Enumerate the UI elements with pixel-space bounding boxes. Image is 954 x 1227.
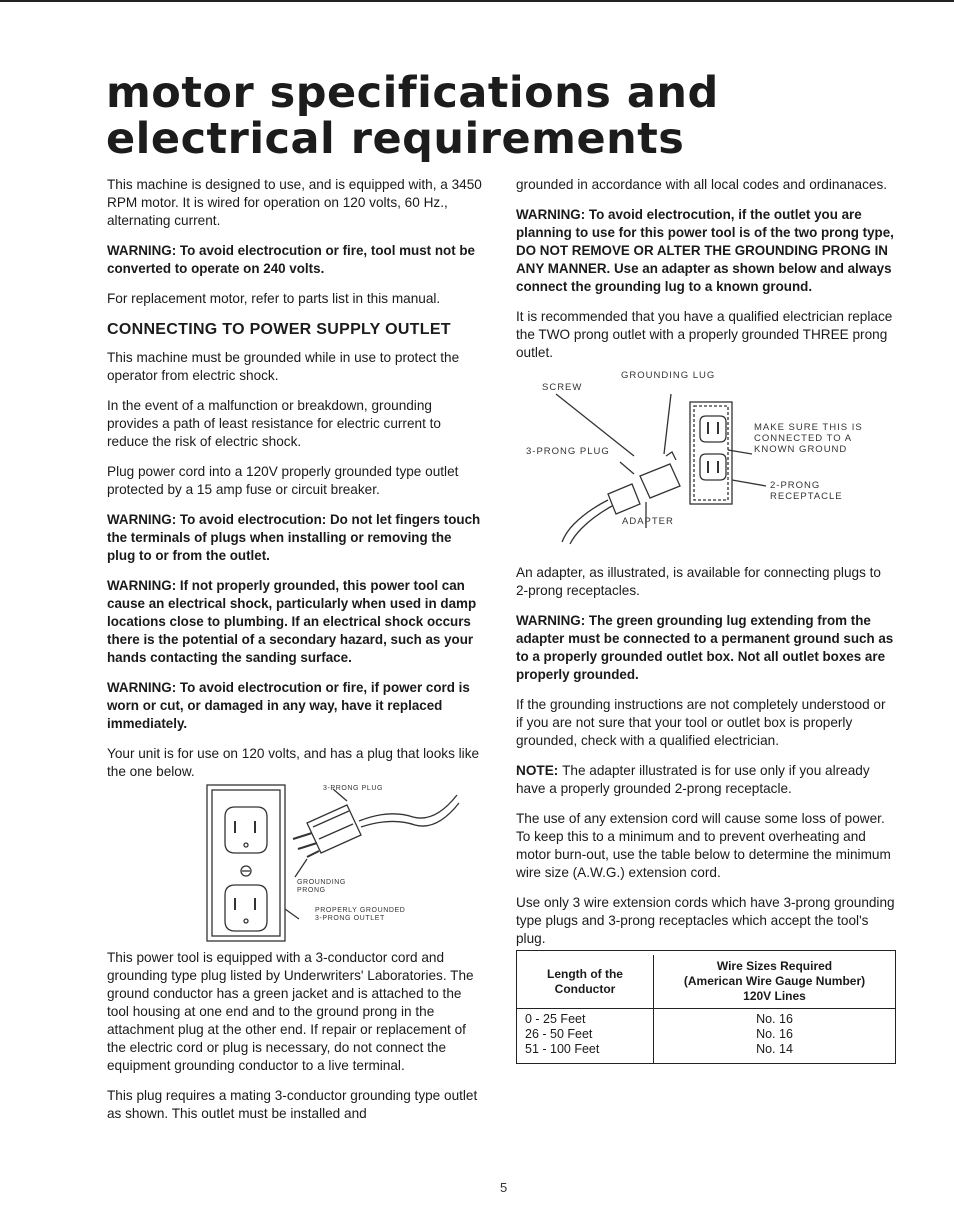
- warning-lead: WARNING:: [107, 512, 180, 527]
- three-wire-paragraph: Use only 3 wire extension cords which have 3-prong grounding type plugs and 3-prong receptacles which accept the tool's plug.: [516, 895, 895, 946]
- label-grounding-prong: GROUNDING PRONG: [297, 879, 346, 894]
- adapter-figure: [516, 366, 896, 556]
- outlet-plug-drawing: [107, 781, 483, 949]
- cell-length: 0 - 25 Feet: [517, 1009, 654, 1028]
- right-column: [516, 176, 896, 1064]
- replacement-motor-paragraph: For replacement motor, refer to parts list in this manual.: [107, 291, 441, 306]
- label-3-prong-plug: 3-PRONG PLUG: [526, 446, 610, 457]
- header-wire-sizes: [654, 955, 896, 1009]
- page-title: motor specifications and electrical requirements: [106, 68, 719, 164]
- warning-cord-damage: [107, 679, 483, 733]
- warning-text: The green grounding lug extending from the adapter must be connected to a permanent ground such as to a properly grounded outlet box. Not all outlet boxes are properly grounded.: [516, 613, 894, 682]
- table-header-row: [517, 955, 895, 1009]
- cell-size: No. 16: [756, 1012, 793, 1026]
- qualified-electrician-paragraph: If the grounding instructions are not completely understood or if you are not sure that your tool or outlet box is properly grounded, check with a qualified electrician.: [516, 697, 886, 748]
- table-row: [517, 1042, 895, 1063]
- table-row: [517, 1009, 895, 1028]
- label-3-prong-plug: 3-PRONG PLUG: [323, 785, 384, 792]
- mating-outlet-paragraph: This plug requires a mating 3-conductor grounding type outlet as shown. This outlet must be installed and: [107, 1088, 478, 1121]
- warning-text: To avoid electrocution: Do not let fingers touch the terminals of plugs when installing or removing the plug to or from the outlet.: [107, 512, 481, 563]
- section-heading-connecting: CONNECTING TO POWER SUPPLY OUTLET: [107, 321, 451, 338]
- left-column: [107, 176, 483, 1135]
- note-paragraph: [516, 762, 896, 798]
- header-line: (American Wire Gauge Number): [683, 974, 866, 988]
- table-row: [517, 1027, 895, 1042]
- warning-lead: WARNING:: [107, 243, 180, 258]
- warning-lead: WARNING:: [107, 578, 180, 593]
- plug-power-paragraph: Plug power cord into a 120V properly grounded type outlet protected by a 15 amp fuse or circuit breaker.: [107, 464, 459, 497]
- outlet-plug-figure: [107, 781, 483, 949]
- header-length: Length of the Conductor: [517, 955, 654, 1009]
- wire-size-table-container: [516, 950, 896, 1064]
- warning-text: If not properly grounded, this power tool can cause an electrical shock, particularly when used in damp locations close to plumbing. If an electrical shock occurs there is the potential of a secondary hazard, such as your hands contacting the sanding surface.: [107, 578, 477, 665]
- plug-intro-paragraph: Your unit is for use on 120 volts, and has a plug that looks like the one below.: [107, 746, 480, 779]
- adapter-drawing: [516, 366, 896, 556]
- top-rule: [0, 0, 954, 2]
- intro-paragraph: This machine is designed to use, and is equipped with, a 3450 RPM motor. It is wired for operation on 120 volts, 60 Hz., alternating current.: [107, 177, 482, 228]
- warning-terminals: [107, 511, 483, 565]
- header-line: 120V Lines: [743, 989, 806, 1003]
- warning-text: To avoid electrocution or fire, tool must not be converted to operate on 240 volts.: [107, 243, 476, 276]
- warning-green-lug: [516, 612, 896, 684]
- warning-grounding: [107, 577, 483, 667]
- label-screw: SCREW: [542, 382, 583, 393]
- cell-length: 51 - 100 Feet: [517, 1042, 654, 1063]
- electrician-paragraph: It is recommended that you have a qualified electrician replace the TWO prong outlet with a properly grounded THREE prong outlet.: [516, 309, 893, 360]
- cell-size: No. 16: [756, 1027, 793, 1041]
- warning-text: To avoid electrocution, if the outlet you are planning to use for this power tool is of the two prong type, DO NOT REMOVE OR ALTER THE GROUNDING PRONG IN ANY MANNER. Use an adapter as shown below and always connect the grounding lug to a known ground.: [516, 207, 894, 294]
- label-adapter: ADAPTER: [622, 516, 674, 527]
- warning-text: To avoid electrocution or fire, if power cord is worn or cut, or damaged in any way, have it replaced immediately.: [107, 680, 470, 731]
- label-grounding-lug: GROUNDING LUG: [621, 370, 716, 381]
- header-line: Wire Sizes Required: [716, 959, 833, 973]
- malfunction-paragraph: In the event of a malfunction or breakdown, grounding provides a path of least resistance for electric current to reduce the risk of electric shock.: [107, 398, 441, 449]
- adapter-availability-paragraph: An adapter, as illustrated, is available for connecting plugs to 2-prong receptacles.: [516, 565, 881, 598]
- cord-description-paragraph: This power tool is equipped with a 3-conductor cord and grounding type plug listed by Underwriters' Laboratories. The ground conductor has a green jacket and is attached to the tool housing at one end and to the ground prong in the attachment plug at the other end. If repair or replacement of the electric cord or plug is necessary, do not connect the equipment grounding conductor to a live terminal.: [107, 950, 474, 1073]
- wire-size-table: [517, 955, 895, 1063]
- cell-size: No. 14: [756, 1042, 793, 1056]
- grounding-paragraph: This machine must be grounded while in use to protect the operator from electric shock.: [107, 350, 460, 383]
- note-text: The adapter illustrated is for use only if you already have a properly grounded 2-prong receptacle.: [516, 763, 870, 796]
- warning-lead: WARNING:: [107, 680, 180, 695]
- label-grounded-outlet: PROPERLY GROUNDED 3-PRONG OUTLET: [315, 907, 406, 922]
- warning-lead: WARNING:: [516, 207, 589, 222]
- cell-length: 26 - 50 Feet: [517, 1027, 654, 1042]
- label-2-prong-receptacle: 2-PRONG RECEPTACLE: [770, 480, 843, 502]
- note-lead: NOTE:: [516, 763, 563, 778]
- page-number: 5: [500, 1180, 508, 1195]
- label-known-ground: MAKE SURE THIS IS CONNECTED TO A KNOWN GROUND: [754, 422, 863, 455]
- warning-lead: WARNING:: [516, 613, 589, 628]
- extension-cord-paragraph: The use of any extension cord will cause some loss of power. To keep this to a minimum and to prevent overheating and motor burn-out, use the table below to determine the minimum wire size (A.W.G.) extension cord.: [516, 811, 891, 880]
- warning-two-prong: [516, 206, 896, 296]
- warning-240v: [107, 242, 483, 278]
- codes-paragraph: grounded in accordance with all local codes and ordinanaces.: [516, 177, 888, 192]
